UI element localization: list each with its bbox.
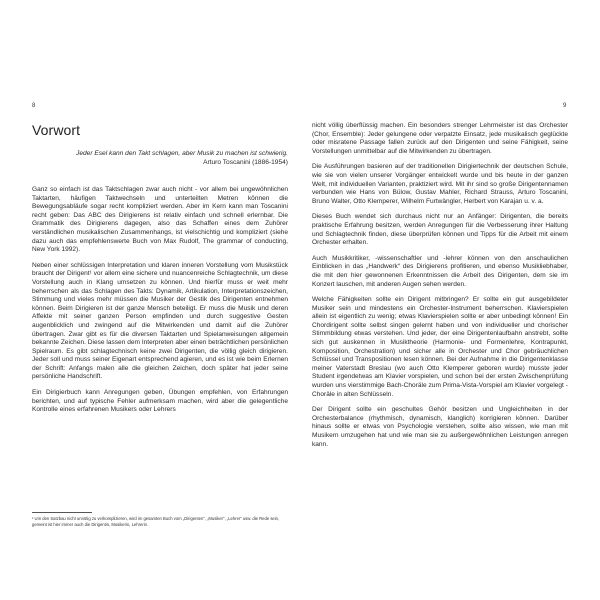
paragraph: Der Dirigent sollte ein geschultes Gehör besitzen und Ungleichheiten in der Orchesterbalance (rhythmisch, dynamisch, klanglich) korrigieren können. Darüber hinaus sollte er etwas von Psychologie verstehen, sollte also wissen, wie man mit Musikern umzugehen hat und wie man sie zu außergewöhnlichen Leistungen anregen kann.: [312, 406, 568, 448]
left-page-number: 8: [32, 103, 36, 109]
paragraph: Ein Dirigierbuch kann Anregungen geben, Übungen empfehlen, von Erfahrungen berichten, und auf typische Fehler aufmerksam machen, wird aber die gelegentliche Kontrolle eines erfahrenen Musikers oder Lehrers: [32, 389, 288, 414]
paragraph: nicht völlig überflüssig machen. Ein besonders strenger Lehrmeister ist das Orchester (Chor, Ensemble): Jeder gelungene oder verpatzte Einsatz, jede musikalisch geglückte oder misratene Passage fallen zurück auf den Dirigenten und seine Fähigkeit, seine Vorstellungen unmittelbar auf die Mitwirkenden zu übertragen.: [312, 122, 568, 155]
footnote-rule: [32, 512, 92, 513]
left-page-body: [32, 186, 288, 422]
paragraph: Dieses Buch wendet sich durchaus nicht nur an Anfänger: Dirigenten, die bereits praktische Erfahrung besitzen, werden Anregungen für die Verbesserung ihrer Haltung und Schlagtechnik finden, diese überprüfen können und Tipps für die Arbeit mit einem Orchester erhalten.: [312, 213, 568, 247]
right-page-body: [312, 122, 568, 456]
epigraph-quote: Jeder Esel kann den Takt schlagen, aber Musik zu machen ist schwierig.: [76, 150, 288, 157]
paragraph: Auch Musikkritiker, -wissenschaftler und -lehrer können von den anschaulichen Einblicken in das „Handwerk“ des Dirigierens profitieren, und ebenso Musikliebhaber, die mit den hier gewonnenen Erkenntnissen die Arbeit des Dirigenten, dem sie im Konzert lauschen, mit anderen Augen sehen werden.: [312, 254, 568, 288]
chapter-title: Vorwort: [32, 122, 81, 138]
right-page-number: 9: [563, 103, 567, 109]
paragraph: Ganz so einfach ist das Taktschlagen zwar auch nicht - vor allem bei ungewöhnlichen Taktarten, häufigen Taktwechseln und unterteilten Metren können die Bewegungsabläufe sogar recht kompliziert werden. Aber im Kern kann man Toscanini recht geben: Das ABC des Dirigierens ist relativ einfach und schnell erlernbar. Die Grammatik des Dirigierens dagegen, also das Schaffen eines dem Zuhörer verständlichen musikalischen Zusammenhangs, ist vielschichtig und kompliziert (siehe dazu auch das empfehlenswerte Buch von Max Rudolf, The grammar of conducting, New York 1992).: [32, 186, 288, 254]
epigraph-author: Arturo Toscanini (1886-1954): [203, 159, 288, 166]
paragraph: Welche Fähigkeiten sollte ein Dirigent mitbringen? Er sollte ein gut ausgebildeter Musiker sein und mindestens ein Orchester-Instrument beherrschen. Klavierspielen allein ist eigentlich zu wenig; etwas Klavierspielen sollte er aber unbedingt können! Ein Chordirigent sollte selbst singen gelernt haben und von individueller und chorischer Stimmbildung etwas verstehen. Und jeder, der eine Dirigentenlaufbahn anstrebt, sollte sich gut auskennen in Musiktheorie (Harmonie- und Formenlehre, Kontrapunkt, Komposition, Orchestration) und sicher alle in Orchester und Chor gebräuchlichen Schlüssel und Transpositionen lesen können. Bei der Aufnahme in die Dirigentenklasse meiner Vaterstadt Breslau (wo auch Otto Klemperer geboren wurde) musste jeder Student irgendetwas am Klavier vorspielen, und schon bei der ersten Zwischenprüfung wurden uns vierstimmige Bach-Choräle zum Prima-Vista-Vorspiel am Klavier vorgelegt - Choräle in alten Schlüsseln.: [312, 296, 568, 398]
footnote: ¹ Um den Satzbau nicht unnötig zu verkomplizieren, wird im gesamten Buch vom „Dirigenten“, „Musiker“, „Lehrer“ usw. die Rede sein, gemeint ist hier immer auch die Dirigentin, Musikerin, Lehrerin.: [32, 516, 280, 527]
paragraph: Neben einer schlüssigen Interpretation und klaren inneren Vorstellung vom Musikstück braucht der Dirigent¹ vor allem eine sichere und nuancenreiche Schlagtechnik, um diese Vorstellung auch in Klang umsetzen zu können. Und hierfür muss er weit mehr beherrschen als das Schlagen des Takts: Dynamik, Artikulation, Interpretationszeichen, Stimmung und vieles mehr müssen die Musiker der Gestik des Dirigenten entnehmen können. Beim Dirigieren ist der ganze Mensch beteiligt. Er muss die Musik und deren Affekte mit seiner ganzen Person empfinden und durch suggestive Gesten augenblicklich und zwingend auf die Mitwirkenden und damit auf die Zuhörer übertragen. Zwar gibt es für die diversen Taktarten und Spielanweisungen allgemein bekannte Zeichen. Diese lassen dem Interpreten aber einen beträchtlichen persönlichen Spielraum. Es gibt schlagtechnisch keine zwei Dirigenten, die völlig gleich dirigieren. Jeder soll und muss seiner Eigenart entsprechend agieren, und es ist wie beim Erlernen der Schrift: Anfangs malen alle die gleichen Zeichen, doch später hat jeder seine persönliche Handschrift.: [32, 261, 288, 381]
epigraph: [32, 149, 288, 167]
paragraph: Die Ausführungen basieren auf der traditionellen Dirigiertechnik der deutschen Schule, wie sie von vielen unserer Vorgänger entwickelt wurde und bis heute in der ganzen Welt, mit individuellen Varianten, praktiziert wird. Mit ihr sind so große Dirigentennamen verbunden wie Hans von Bülow, Gustav Mahler, Richard Strauss, Arturo Toscanini, Bruno Walter, Otto Klemperer, Wilhelm Furtwängler, Herbert von Karajan u. v. a.: [312, 163, 568, 205]
